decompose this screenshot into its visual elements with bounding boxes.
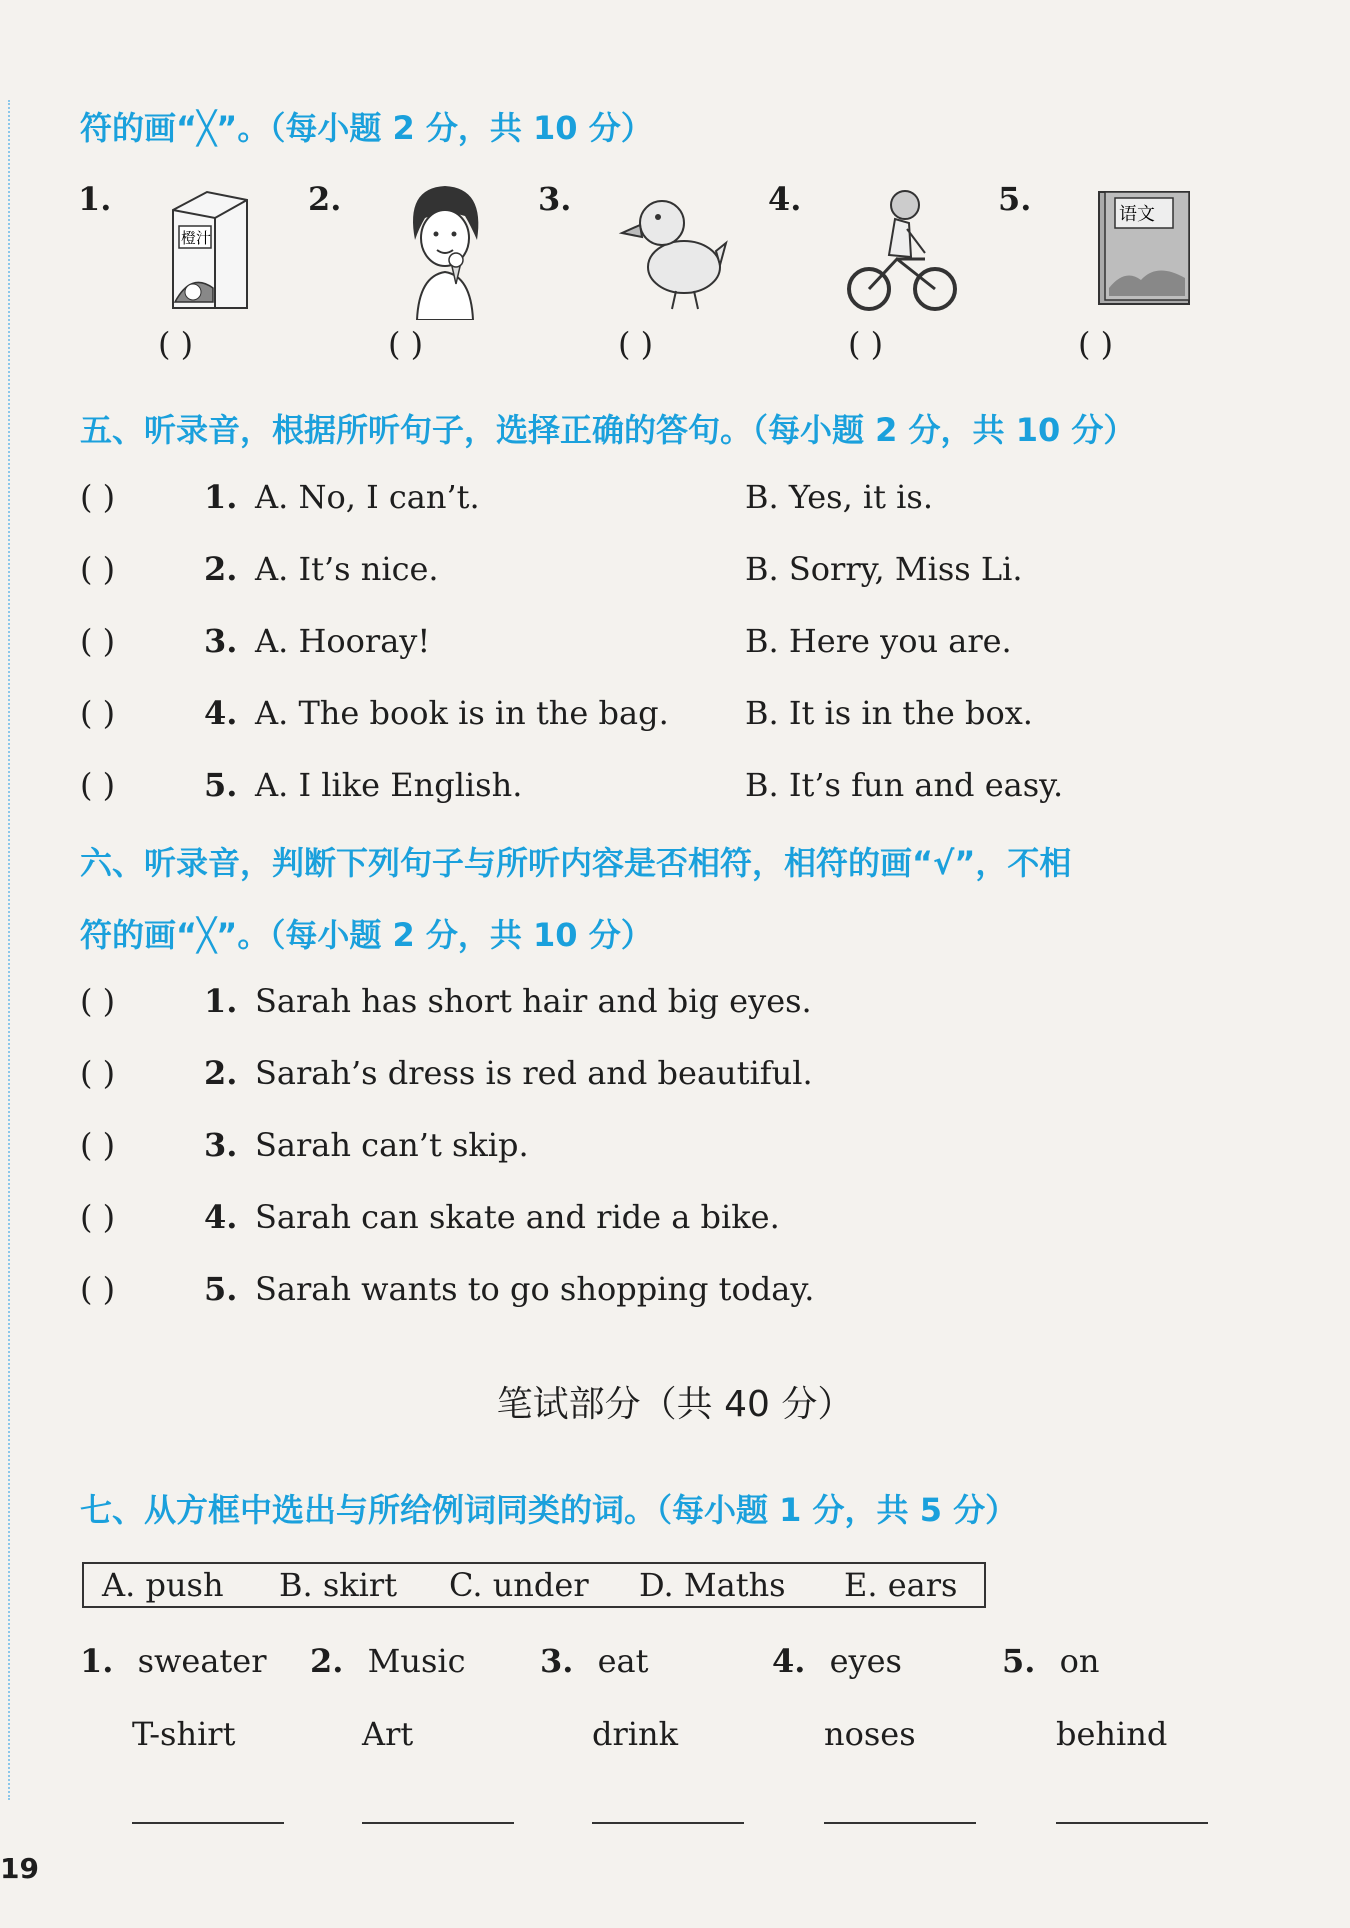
answer-blank[interactable] <box>362 1822 514 1824</box>
juice-box-icon <box>165 190 255 316</box>
statement-text: Sarah wants to go shopping today. <box>255 1270 815 1308</box>
word-options-box <box>82 1562 986 1608</box>
answer-blank[interactable] <box>1056 1822 1208 1824</box>
answer-blank[interactable] <box>132 1822 284 1824</box>
item-number: 5. <box>204 766 238 804</box>
page-number: 19 <box>0 1852 39 1885</box>
answer-paren[interactable]: ( ) <box>80 550 116 588</box>
option-a: A. It’s nice. <box>255 550 439 588</box>
word-option: A. push <box>102 1566 224 1604</box>
picture-number: 1. <box>78 180 112 218</box>
example-word: behind <box>1056 1715 1168 1753</box>
answer-blank[interactable] <box>592 1822 744 1824</box>
picture-number: 2. <box>308 180 342 218</box>
written-part-title: 笔试部分（共 40 分） <box>496 1384 854 1425</box>
picture-number: 3. <box>538 180 572 218</box>
answer-paren[interactable]: ( ) <box>80 1054 116 1092</box>
option-b: B. It’s fun and easy. <box>745 766 1064 804</box>
item-number: 4. <box>772 1642 806 1680</box>
item-number: 4. <box>204 694 238 732</box>
statement-text: Sarah’s dress is red and beautiful. <box>255 1054 813 1092</box>
picture-number: 4. <box>768 180 802 218</box>
item-number: 5. <box>1002 1642 1036 1680</box>
section5-heading: 五、听录音，根据所听句子，选择正确的答句。（每小题 2 分，共 10 分） <box>80 411 1136 449</box>
picture-number: 5. <box>998 180 1032 218</box>
option-a: A. Hooray! <box>255 622 431 660</box>
option-a: A. No, I can’t. <box>255 478 480 516</box>
item-number: 5. <box>204 1270 238 1308</box>
answer-paren[interactable]: ( ) <box>80 982 116 1020</box>
item-number: 1. <box>204 478 238 516</box>
duck-icon <box>618 185 728 319</box>
item-number: 3. <box>540 1642 574 1680</box>
option-a: A. The book is in the bag. <box>255 694 669 732</box>
answer-paren[interactable]: ( ) <box>80 622 116 660</box>
option-a: A. I like English. <box>255 766 523 804</box>
option-b: B. Yes, it is. <box>745 478 933 516</box>
chinese-book-icon <box>1095 188 1195 314</box>
answer-paren[interactable]: ( ) <box>80 478 116 516</box>
answer-paren[interactable]: ( ) <box>80 1270 116 1308</box>
item-number: 4. <box>204 1198 238 1236</box>
option-b: B. Here you are. <box>745 622 1012 660</box>
item-number: 2. <box>310 1642 344 1680</box>
answer-paren[interactable]: ( ) <box>388 325 424 363</box>
answer-paren[interactable]: ( ) <box>158 325 194 363</box>
example-word: Music <box>367 1642 466 1680</box>
section6-heading-line2: 符的画“╳”。（每小题 2 分，共 10 分） <box>80 916 653 954</box>
example-word: eyes <box>829 1642 902 1680</box>
statement-text: Sarah has short hair and big eyes. <box>255 982 812 1020</box>
word-option: C. under <box>449 1566 589 1604</box>
category-item <box>80 1642 267 1680</box>
answer-paren[interactable]: ( ) <box>80 694 116 732</box>
answer-paren[interactable]: ( ) <box>80 766 116 804</box>
answer-paren[interactable]: ( ) <box>848 325 884 363</box>
category-item <box>772 1642 902 1680</box>
section4-instruction: 符的画“╳”。（每小题 2 分，共 10 分） <box>80 109 653 147</box>
example-word: eat <box>597 1642 649 1680</box>
word-option: E. ears <box>844 1566 958 1604</box>
item-number: 1. <box>80 1642 114 1680</box>
option-b: B. It is in the box. <box>745 694 1033 732</box>
statement-text: Sarah can’t skip. <box>255 1126 529 1164</box>
example-word: sweater <box>137 1642 267 1680</box>
example-word: T-shirt <box>132 1715 236 1753</box>
item-number: 1. <box>204 982 238 1020</box>
example-word: Art <box>362 1715 414 1753</box>
category-item <box>1002 1642 1099 1680</box>
example-word: on <box>1059 1642 1100 1680</box>
statement-text: Sarah can skate and ride a bike. <box>255 1198 780 1236</box>
section7-heading: 七、从方框中选出与所给例词同类的词。（每小题 1 分，共 5 分） <box>80 1491 1018 1529</box>
option-b: B. Sorry, Miss Li. <box>745 550 1023 588</box>
answer-paren[interactable]: ( ) <box>80 1198 116 1236</box>
answer-paren[interactable]: ( ) <box>1078 325 1114 363</box>
answer-blank[interactable] <box>824 1822 976 1824</box>
svg-text:橙汁: 橙汁 <box>181 229 212 247</box>
example-word: noses <box>824 1715 916 1753</box>
answer-paren[interactable]: ( ) <box>80 1126 116 1164</box>
margin-dotted-line <box>8 100 10 1800</box>
svg-text:语文: 语文 <box>1119 204 1155 225</box>
category-item <box>540 1642 648 1680</box>
boy-riding-bike-icon <box>845 185 960 319</box>
section6-heading-line1: 六、听录音，判断下列句子与所听内容是否相符，相符的画“√”，不相 <box>80 844 1072 882</box>
girl-eating-ice-cream-icon <box>395 180 495 324</box>
word-option: B. skirt <box>279 1566 398 1604</box>
category-item <box>310 1642 466 1680</box>
example-word: drink <box>592 1715 679 1753</box>
item-number: 2. <box>204 1054 238 1092</box>
item-number: 3. <box>204 622 238 660</box>
item-number: 2. <box>204 550 238 588</box>
item-number: 3. <box>204 1126 238 1164</box>
answer-paren[interactable]: ( ) <box>618 325 654 363</box>
word-option: D. Maths <box>639 1566 786 1604</box>
